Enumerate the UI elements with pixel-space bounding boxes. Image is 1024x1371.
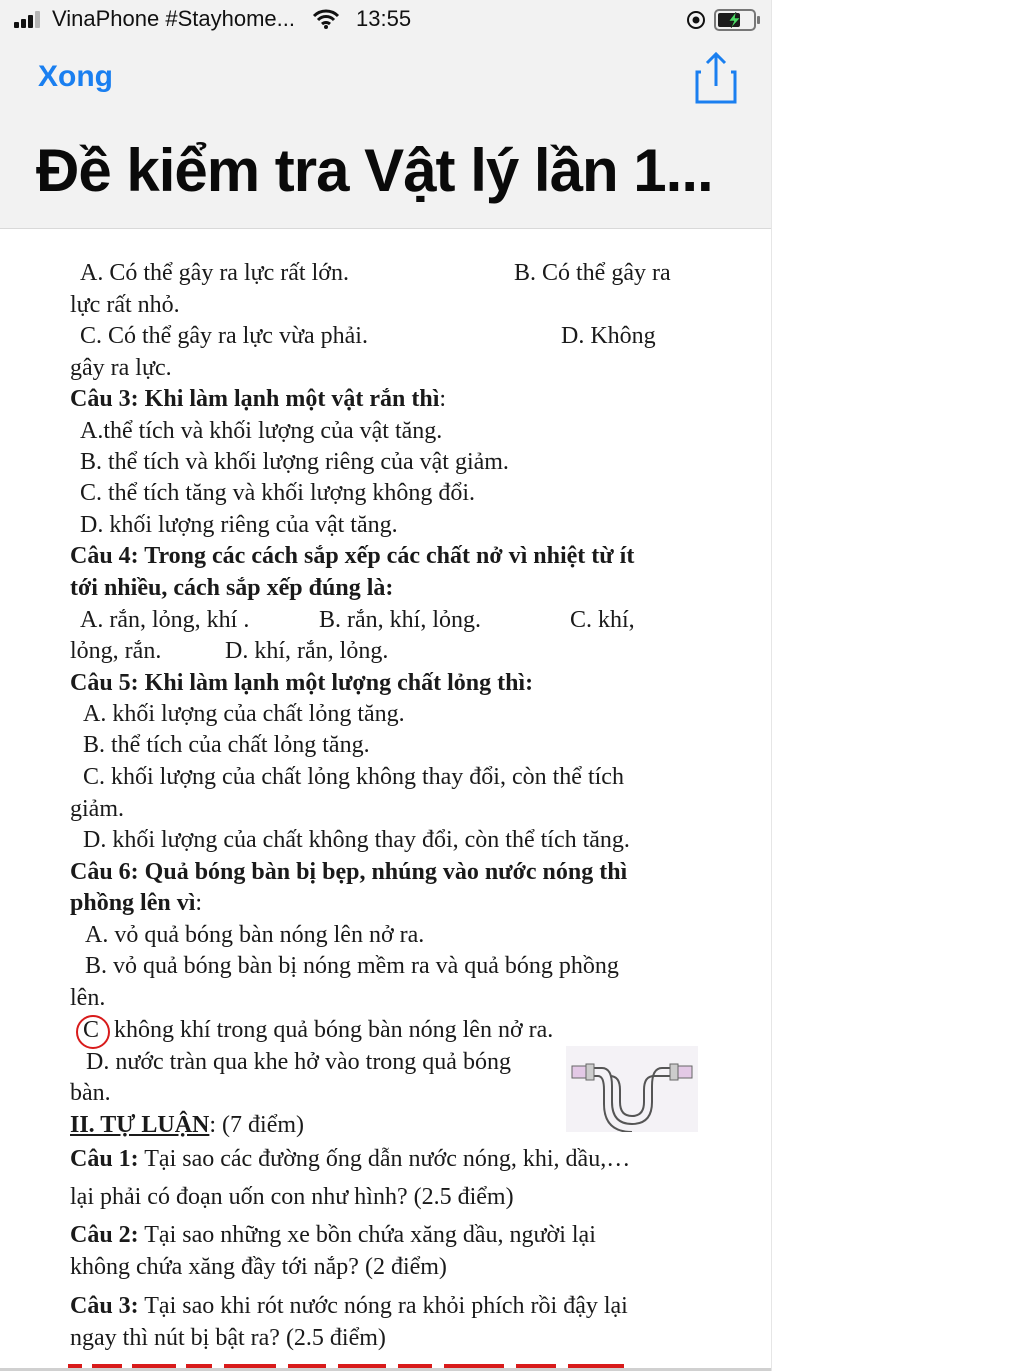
text-line: lỏng, rắn. (70, 638, 162, 664)
answer-option: A.thể tích và khối lượng của vật tăng. (80, 418, 443, 444)
nav-header (0, 40, 771, 229)
text-line: ngay thì nút bị bật ra? (2.5 điểm) (70, 1325, 386, 1351)
text-line: gây ra lực. (70, 355, 172, 381)
pipe-diagram-image (566, 1046, 698, 1132)
text-line: lực rất nhỏ. (70, 292, 180, 318)
text-line: lại phải có đoạn uốn con như hình? (2.5 điểm) (70, 1184, 514, 1210)
status-bar (0, 0, 771, 40)
clock-label: 13:55 (356, 6, 412, 31)
text-line: lên. (70, 985, 106, 1011)
answer-option: C. thể tích tăng và khối lượng không đổi. (80, 480, 475, 506)
essay-question: Câu 1: Tại sao các đường ống dẫn nước nóng, khi, dầu,… (70, 1146, 631, 1172)
text-line: A. Có thể gây ra lực rất lớn. (80, 260, 349, 286)
essay-question: Câu 2: Tại sao những xe bồn chứa xăng dầu, người lại (70, 1222, 596, 1248)
question-heading: Câu 4: Trong các cách sắp xếp các chất nở vì nhiệt từ ít (70, 543, 635, 569)
answer-option: D. khối lượng riêng của vật tăng. (80, 512, 398, 538)
wifi-icon (312, 8, 340, 30)
answer-option: B. vỏ quả bóng bàn bị nóng mềm ra và quả bóng phồng (85, 953, 619, 979)
carrier-label: VinaPhone #Stayhome... (52, 6, 295, 31)
answer-option: B. thể tích và khối lượng riêng của vật giảm. (80, 449, 509, 475)
done-button[interactable]: Xong (38, 60, 113, 93)
share-icon[interactable] (693, 50, 739, 106)
text-line: giảm. (70, 796, 124, 822)
text-line: không chứa xăng đầy tới nắp? (2 điểm) (70, 1254, 447, 1280)
answer-option: không khí trong quả bóng bàn nóng lên nở ra. (114, 1017, 554, 1043)
question-heading: phồng lên vì: (70, 890, 203, 916)
answer-option: A. khối lượng của chất lỏng tăng. (83, 701, 405, 727)
page-title: Đề kiểm tra Vật lý lần 1... (36, 137, 713, 204)
text-line: D. Không (561, 323, 656, 349)
answer-option: A. rắn, lỏng, khí . (80, 607, 250, 633)
essay-question: Câu 3: Tại sao khi rót nước nóng ra khỏi phích rồi đậy lại (70, 1293, 628, 1319)
question-heading: Câu 6: Quả bóng bàn bị bẹp, nhúng vào nước nóng thì (70, 859, 628, 885)
answer-option: D. khí, rắn, lỏng. (225, 638, 389, 664)
section-heading: II. TỰ LUẬN: (7 điểm) (70, 1112, 304, 1138)
answer-option: B. thể tích của chất lỏng tăng. (83, 732, 370, 758)
question-heading: Câu 3: Khi làm lạnh một vật rắn thì: (70, 386, 447, 412)
answer-option: C. khí, (570, 607, 635, 633)
question-heading: Câu 5: Khi làm lạnh một lượng chất lỏng thì: (70, 670, 534, 696)
text-line: C. Có thể gây ra lực vừa phải. (80, 323, 368, 349)
text-line: B. Có thể gây ra (514, 260, 671, 286)
answer-option: D. nước tràn qua khe hở vào trong quả bóng (86, 1049, 511, 1075)
orientation-lock-icon (686, 10, 706, 30)
answer-option: C. khối lượng của chất lỏng không thay đổi, còn thể tích (83, 764, 624, 790)
cut-off-red-text (68, 1360, 628, 1368)
answer-option: D. khối lượng của chất không thay đổi, còn thể tích tăng. (83, 827, 630, 853)
text-line: bàn. (70, 1080, 111, 1106)
question-heading: tới nhiều, cách sắp xếp đúng là: (70, 575, 394, 601)
battery-icon (714, 8, 762, 32)
signal-icon (14, 10, 46, 28)
answer-option: A. vỏ quả bóng bàn nóng lên nở ra. (85, 922, 425, 948)
answer-option: B. rắn, khí, lỏng. (319, 607, 481, 633)
screen-border (771, 0, 772, 1371)
document-view[interactable] (0, 230, 771, 1371)
answer-option-letter: C (83, 1017, 100, 1043)
